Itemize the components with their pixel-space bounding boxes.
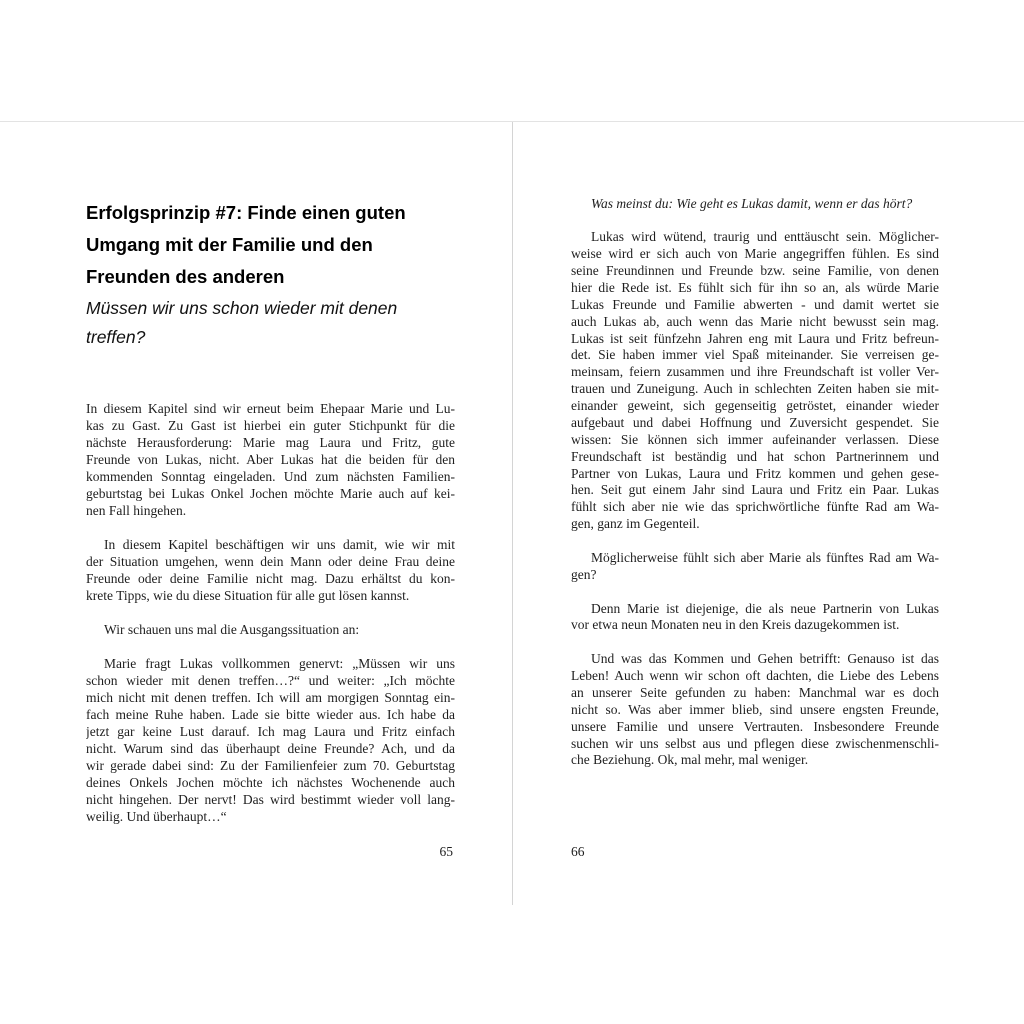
text-line: Möglicherweise fühlt sich aber Marie als fünftes Rad am Wa- — [591, 549, 939, 565]
text-line: jetzt gar keine Lust darauf. Ich mag Laura und Fritz einfach — [86, 724, 455, 739]
text-line: mich nicht mit denen treffen. Ich will am morgigen Sonntag ein- — [86, 690, 455, 705]
chapter-title-line: Erfolgsprinzip #7: Finde einen guten — [86, 202, 406, 223]
text-line: hen. Seit gut einem Jahr sind Laura und Fritz ein Paar. Lukas — [571, 482, 939, 498]
text-line: Leben! Auch wenn wir schon oft dachten, die Liebe des Lebens — [571, 668, 939, 683]
text-line: einander geweint, sich gegenseitig getröstet, einander wieder — [571, 398, 939, 413]
text-line: schon wieder mit denen treffen…?“ und weiter: „Ich möchte — [86, 673, 455, 688]
body-paragraph — [571, 601, 939, 635]
text-line: deines Onkels Jochen möchte ich nächstes Wochenende auch — [86, 775, 455, 790]
text-line: nicht hingehen. Der nervt! Das wird bestimmt wieder voll lang- — [86, 792, 455, 807]
text-line: seine Freundinnen und Freunde bzw. seine Familie, von denen — [571, 263, 939, 278]
text-line: In diesem Kapitel sind wir erneut beim Ehepaar Marie und Lu- — [86, 401, 455, 416]
text-line: Freundschaft ist beständig und hat schon Partnerinnem und — [571, 448, 939, 464]
text-line: Freunde oder deine Familie nicht mag. Dazu erhältst du kon- — [86, 571, 455, 586]
text-line: kommenden Sonntag eingeladen. Und zum nächsten Familien- — [86, 469, 455, 484]
body-paragraph — [86, 400, 455, 519]
text-line: Lukas wird wütend, traurig und enttäuscht sein. Möglicher- — [591, 229, 939, 245]
text-line: meinsam, feiern zusammen und ihre Freundschaft ist voller Ver- — [571, 364, 939, 380]
chapter-subtitle — [86, 294, 455, 352]
text-line: gen? — [571, 566, 597, 582]
text-line: Lukas Freunde und Familie abwerten - und damit wertet sie — [571, 296, 939, 312]
text-line: det. Sie haben immer viel Spaß miteinander. Sie verreisen ge- — [571, 347, 939, 363]
chapter-subtitle-line: Müssen wir uns schon wieder mit denen — [86, 298, 398, 318]
body-paragraph — [571, 651, 939, 769]
page-number: 65 — [439, 844, 453, 859]
left-page-body — [86, 400, 455, 842]
right-page-body — [571, 196, 939, 787]
text-line: hier die Rede ist. Es fühlt sich für ihn so an, als würde Marie — [571, 279, 939, 295]
chapter-title — [86, 197, 455, 293]
text-line: gen, ganz im Gegenteil. — [571, 516, 700, 532]
text-line: fühlt sich aber nie wie das sprichwörtliche fünfte Rad am Wa- — [571, 499, 939, 515]
text-line: an unserer Seite gefunden zu haben: Manchmal war es doch — [571, 684, 939, 700]
chapter-title-line: Umgang mit der Familie und den — [86, 234, 373, 255]
text-line: Lukas ist seit fünfzehn Jahren eng mit Laura und Fritz befreun- — [571, 330, 939, 346]
text-line: fach meine Ruhe haben. Lade sie bitte wieder aus. Ich habe da — [86, 707, 455, 722]
body-paragraph — [86, 536, 455, 604]
text-line: Partner von Lukas, Laura und Fritz kommen und gehen gese- — [571, 465, 939, 481]
text-line: nicht. Warum sind das überhaupt deine Freunde? Ach, und da — [86, 741, 455, 756]
text-line: auch Lukas ab, auch wenn das Marie nicht bewusst sein mag. — [571, 313, 939, 329]
text-line: Freunde von Lukas, nicht. Aber Lukas hat die beiden für den — [86, 452, 455, 467]
text-line: aufgebaut und dabei Hoffnung und Zuversicht gespendet. Sie — [571, 414, 939, 430]
text-line: In diesem Kapitel beschäftigen wir uns damit, wie wir mit — [104, 537, 455, 552]
body-paragraph — [571, 229, 939, 533]
text-line: unsere Familie und unsere Vertrauten. Insbesondere Freunde — [571, 718, 939, 734]
question-line: Was meinst du: Wie geht es Lukas damit, wenn er das hört? — [591, 195, 913, 211]
text-line: nicht so. Was aber immer blieb, sind unsere engsten Freunde, — [571, 701, 939, 717]
text-line: Wir schauen uns mal die Ausgangssituation an: — [104, 622, 360, 637]
text-line: weilig. Und überhaupt…“ — [86, 809, 227, 824]
text-line: wissen: Sie können sich immer aufeinander verlassen. Diese — [571, 431, 939, 447]
text-line: vor etwa neun Monaten neu in den Kreis dazugekommen ist. — [571, 617, 900, 633]
body-paragraph — [86, 655, 455, 825]
page-number: 66 — [571, 844, 585, 859]
chapter-title-line: Freunden des anderen — [86, 266, 285, 287]
text-line: geburtstag bei Lukas Onkel Jochen möchte Marie auch auf kei- — [86, 486, 455, 501]
page-gutter-divider — [512, 122, 513, 905]
text-line: trauen und Zuneigung. Auch in schlechten Zeiten haben sie mit- — [571, 381, 939, 397]
text-line: Marie fragt Lukas vollkommen genervt: „Müssen wir uns — [104, 656, 455, 671]
text-line: nen Fall hingehen. — [86, 503, 187, 518]
text-line: krete Tipps, wie du diese Situation für alle gut lösen kannst. — [86, 588, 410, 603]
text-line: wir gerade dabei sind: Zu der Familienfeier zum 70. Geburtstag — [86, 758, 455, 773]
text-line: Denn Marie ist diejenige, die als neue Partnerin von Lukas — [591, 600, 939, 616]
text-line: nächste Herausforderung: Marie mag Laura und Fritz, gute — [86, 435, 455, 450]
text-line: Und was das Kommen und Gehen betrifft: Genauso ist das — [591, 651, 939, 667]
text-line: weise wird er sich auch von Marie angegriffen fühlen. Es sind — [571, 246, 939, 262]
text-line: kas zu Gast. Zu Gast ist hierbei ein guter Stichpunkt für die — [86, 418, 455, 433]
body-paragraph — [571, 550, 939, 584]
body-paragraph — [86, 621, 455, 638]
text-line: suchen wir uns selbst aus und pflegen diese zwischenmenschli- — [571, 735, 939, 751]
text-line: che Beziehung. Ok, mal mehr, mal weniger. — [571, 752, 809, 768]
text-line: der Situation umgehen, wenn dein Mann oder deine Frau deine — [86, 554, 455, 569]
chapter-subtitle-line: treffen? — [86, 327, 146, 347]
